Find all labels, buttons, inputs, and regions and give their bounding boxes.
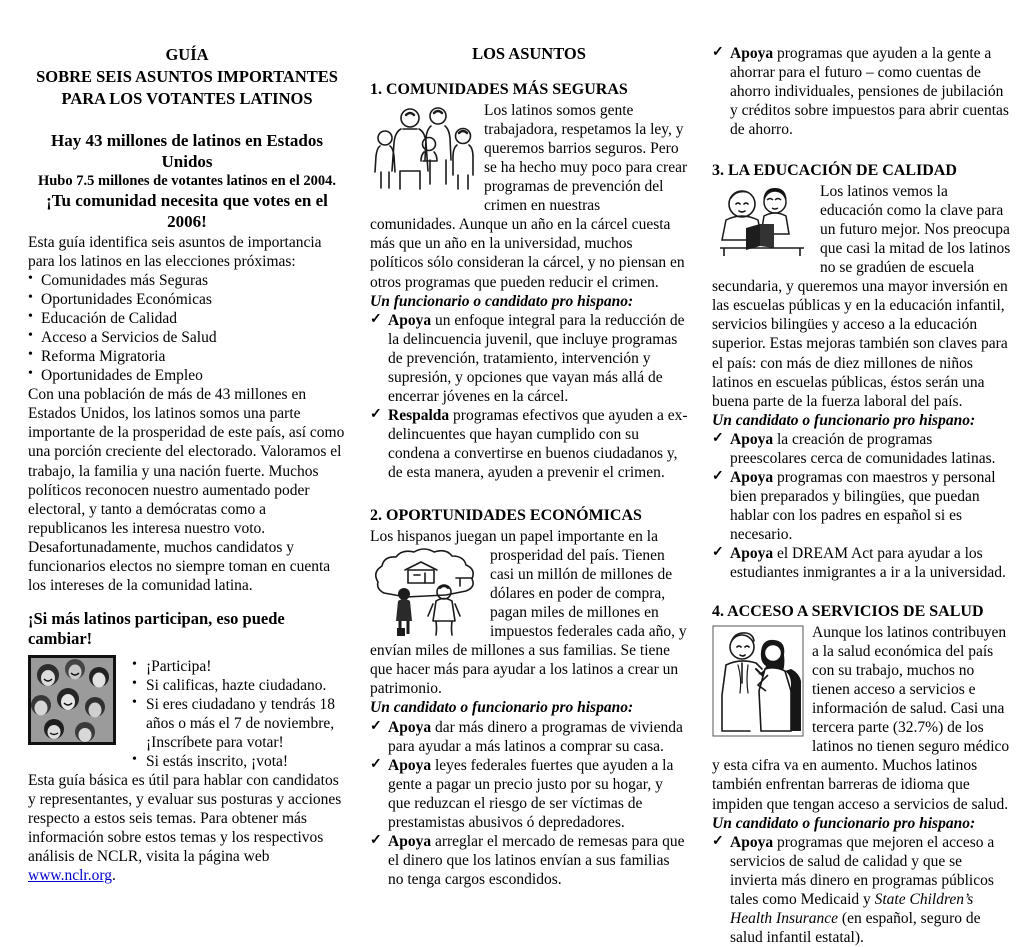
check-keyword: Apoya (730, 45, 774, 62)
doctor-examining-patient-illustration (712, 625, 804, 737)
closing-text: Esta guía básica es útil para hablar con candidatos y representantes, y evaluar sus posturas y acciones respecto a estos seis temas. Para obtener más información sobre estos temas y los respectivos análisis de NCLR, visita la página web (28, 771, 342, 866)
section2-body (370, 546, 688, 699)
closing-paragraph (28, 771, 346, 885)
participate-heading: ¡Si más latinos participan, eso puede cambiar! (28, 608, 285, 649)
participate-item: Si estás inscrito, ¡vota! (146, 752, 289, 770)
check-icon: ✓ (370, 311, 382, 327)
list-item (132, 676, 346, 695)
issue-label: Oportunidades Económicas (41, 290, 212, 308)
population-paragraph: Con una población de más de 43 millones en Estados Unidos, los latinos somos una parte importante de la prosperidad de este país, así como una porción creciente del electorado. Valoramos el trabajo, la familia y una nación fuerte. Muchos políticos reconocen nuestro aumentado poder electoral, y tanto a demócratas como a republicanos les interesa nuestro voto. Desafortunadamente, muchos candidatos y funcionarios electos no siempre toman en cuenta los intereses de la comunidad latina. (28, 386, 345, 594)
participate-bullets (132, 655, 346, 771)
stat-line: ¡Tu comunidad necesita que votes en el 2006! (46, 190, 328, 231)
check-keyword: Apoya (388, 756, 432, 774)
column-issues-3-4 (712, 44, 1012, 946)
stat-line: Hay 43 millones de latinos en Estados Unidos (50, 131, 324, 172)
bullet-icon: • (28, 309, 33, 324)
check-text: la creación de programas preescolares cerca de comunidades latinas. (730, 430, 996, 467)
bullet-icon: • (132, 675, 137, 691)
section1-heading: 1. COMUNIDADES MÁS SEGURAS (370, 81, 628, 99)
section3-text: Los latinos vemos la educación como la clave para un futuro mejor. Nos preocupa que casi la mitad de los latinos no se gradúen de escuela secundaria, y queremos una mayor inversión en las escuelas públicas y en la educación infantil, servicios bilingües y acceso a la educación superior. Estas mejoras también son claves para el país: con más de diez millones de niños latinos en escuelas públicas, éstos serán una buena parte de la fuerza laboral del país. (712, 182, 1011, 410)
check-keyword: Apoya (388, 311, 432, 329)
issue-label: Educación de Calidad (41, 310, 178, 327)
intro-paragraph: Esta guía identifica seis asuntos de importancia para los latinos en las elecciones próximas: (28, 233, 322, 270)
participate-item: Si calificas, hazte ciudadano. (146, 676, 327, 694)
participate-block (28, 655, 346, 771)
column-issues-1-2 (370, 44, 688, 888)
list-item (28, 290, 346, 309)
adult-and-child-reading-illustration (712, 184, 812, 260)
section2-heading: 2. OPORTUNIDADES ECONÓMICAS (370, 507, 642, 525)
list-item (28, 366, 346, 385)
checklist-item (712, 468, 1012, 544)
bullet-icon: • (28, 328, 33, 344)
check-text: arreglar el mercado de remesas para que el dinero que los latinos envían a sus familias no tenga cargos escondidos. (388, 832, 685, 888)
closing-period: . (111, 867, 116, 885)
guide-title (28, 44, 346, 109)
check-text: programas que mejoren el acceso a servicios de salud de calidad y que se invierta más dinero en programas públicos tales como Medicaid y (730, 833, 995, 908)
check-keyword: Apoya (388, 718, 432, 736)
list-item (28, 347, 346, 366)
check-text: leyes federales fuertes que ayuden a la gente a pagar un precio justo por su hogar, y que reduzcan el riesgo de ser víctimas de prestamistas abusivos ó depredadores. (388, 756, 674, 831)
issues-list (28, 271, 346, 385)
list-item (132, 752, 346, 771)
section4-text: Aunque los latinos contribuyen a la salud económica del país con su trabajo, muchos no tienen acceso a servicios e información de salud. Casi una tercera parte (32.7%) de los latinos no tienen seguro médico y esta cifra va en aumento. Muchos latinos también enfrentan barreras de idioma que impiden que tengan acceso a servicios de salud. (712, 623, 1010, 813)
checklist-item (712, 44, 1012, 139)
check-icon: ✓ (370, 756, 382, 772)
check-icon: ✓ (712, 468, 724, 484)
section2-intro: Los hispanos juegan un papel importante en la (370, 527, 658, 545)
guide-title-line: PARA LOS VOTANTES LATINOS (61, 88, 313, 108)
issue-label: Reforma Migratoria (41, 348, 166, 366)
nclr-website-link[interactable]: www.nclr.org (28, 867, 112, 885)
check-text: el DREAM Act para ayudar a los estudiantes inmigrantes a ir a la universidad. (730, 545, 1006, 582)
bullet-icon: • (28, 347, 33, 363)
issues-heading: LOS ASUNTOS (472, 44, 586, 63)
check-text: un enfoque integral para la reducción de la delincuencia juvenil, que incluye programas de prevención, tratamiento, intervención y supresión, y opciones que vayan más allá de encerrar jóvenes en la cárcel. (388, 311, 685, 405)
check-icon: ✓ (712, 833, 724, 849)
bullet-icon: • (132, 751, 137, 767)
check-text: programas que ayuden a la gente a ahorrar para el futuro – como cuentas de ahorro individuales, pensiones de jubilación y créditos sobre impuestos para abrir cuentas de ahorro. (730, 45, 1009, 139)
list-item (132, 695, 346, 752)
list-item (28, 328, 346, 347)
guide-title-line: SOBRE SEIS ASUNTOS IMPORTANTES (36, 66, 338, 86)
check-text: dar más dinero a programas de vivienda para ayudar a más latinos a comprar su casa. (388, 718, 683, 755)
issue-label: Acceso a Servicios de Salud (41, 329, 217, 347)
participate-item: Si eres ciudadano y tendrás 18 años o más el 7 de noviembre, ¡Inscríbete para votar! (146, 695, 335, 751)
section4-body (712, 623, 1012, 814)
bullet-icon: • (28, 366, 33, 382)
section2-leadin: Un candidato o funcionario pro hispano: (370, 699, 634, 717)
section1-body (370, 101, 688, 292)
guide-title-line: GUÍA (165, 45, 209, 64)
check-keyword: Apoya (388, 832, 432, 850)
program-name-italic: State Children’s Health Insurance (730, 890, 974, 927)
column-cover (28, 44, 346, 885)
section3-leadin: Un candidato o funcionario pro hispano: (712, 411, 976, 429)
check-icon: ✓ (712, 45, 724, 60)
checklist-item (712, 430, 1012, 468)
crowd-of-people-illustration (28, 655, 116, 745)
issue-label: Oportunidades de Empleo (41, 367, 203, 385)
bullet-icon: • (132, 656, 137, 672)
section4-heading: 4. ACCESO A SERVICIOS DE SALUD (712, 603, 984, 621)
checklist-item (370, 718, 688, 756)
list-item (28, 271, 346, 290)
check-keyword: Apoya (730, 468, 774, 486)
list-item (28, 309, 346, 328)
checklist-item (370, 311, 688, 406)
check-keyword: Apoya (730, 430, 774, 448)
stat-line: Hubo 7.5 millones de votantes latinos en el 2004. (37, 173, 337, 190)
check-text: programas efectivos que ayuden a ex-delincuentes que hayan cumplido con su condena a convertirse en buenos ciudadanos y, de esta manera, ayuden a prevenir el crimen. (388, 406, 688, 482)
checklist-item (370, 832, 688, 889)
bullet-icon: • (28, 289, 33, 305)
family-illustration (370, 103, 476, 195)
check-icon: ✓ (370, 832, 382, 848)
section3-body (712, 182, 1012, 411)
check-icon: ✓ (712, 545, 724, 561)
check-keyword: Respalda (388, 406, 450, 424)
section1-text: Los latinos somos gente trabajadora, respetamos la ley, y queremos barrios seguros. Pero se ha hecho muy poco para crear programas de prevención del crimen en nuestras comunidades. Aunque un año en la cárcel cuesta más que un año en la universidad, muchos políticos sólo consideran la cárcel, y no piensan en otros programas que pueden reducir el crimen. (370, 101, 688, 291)
section1-leadin: Un funcionario o candidato pro hispano: (370, 292, 634, 310)
check-text: (en español, seguro de salud infantil estatal). (730, 909, 981, 946)
checklist-item (712, 544, 1012, 582)
rural-community-illustration (370, 548, 482, 638)
list-item (132, 657, 346, 676)
checklist-item (712, 833, 1012, 947)
check-text: programas con maestros y personal bien preparados y bilingües, que puedan hablar con los padres en español si es necesario. (730, 468, 996, 544)
section2-text: prosperidad del país. Tienen casi un millón de millones de dólares en poder de compra, pagan miles de millones en impuestos federales cada año, y envían miles de millones a sus familias. Se tiene que hacer más para ayudar a los latinos a crear un patrimonio. (370, 546, 687, 698)
bullet-icon: • (132, 694, 137, 710)
check-keyword: Apoya (730, 833, 774, 851)
check-icon: ✓ (370, 718, 382, 734)
participate-item: ¡Participa! (146, 657, 212, 675)
check-keyword: Apoya (730, 545, 774, 563)
check-icon: ✓ (370, 406, 382, 422)
stats-block (28, 131, 346, 232)
section4-leadin: Un candidato o funcionario pro hispano: (712, 814, 976, 832)
checklist-item (370, 756, 688, 832)
section3-heading: 3. LA EDUCACIÓN DE CALIDAD (712, 162, 957, 180)
bullet-icon: • (28, 270, 33, 286)
checklist-item (370, 406, 688, 482)
check-icon: ✓ (712, 430, 724, 446)
issue-label: Comunidades más Seguras (41, 271, 209, 289)
